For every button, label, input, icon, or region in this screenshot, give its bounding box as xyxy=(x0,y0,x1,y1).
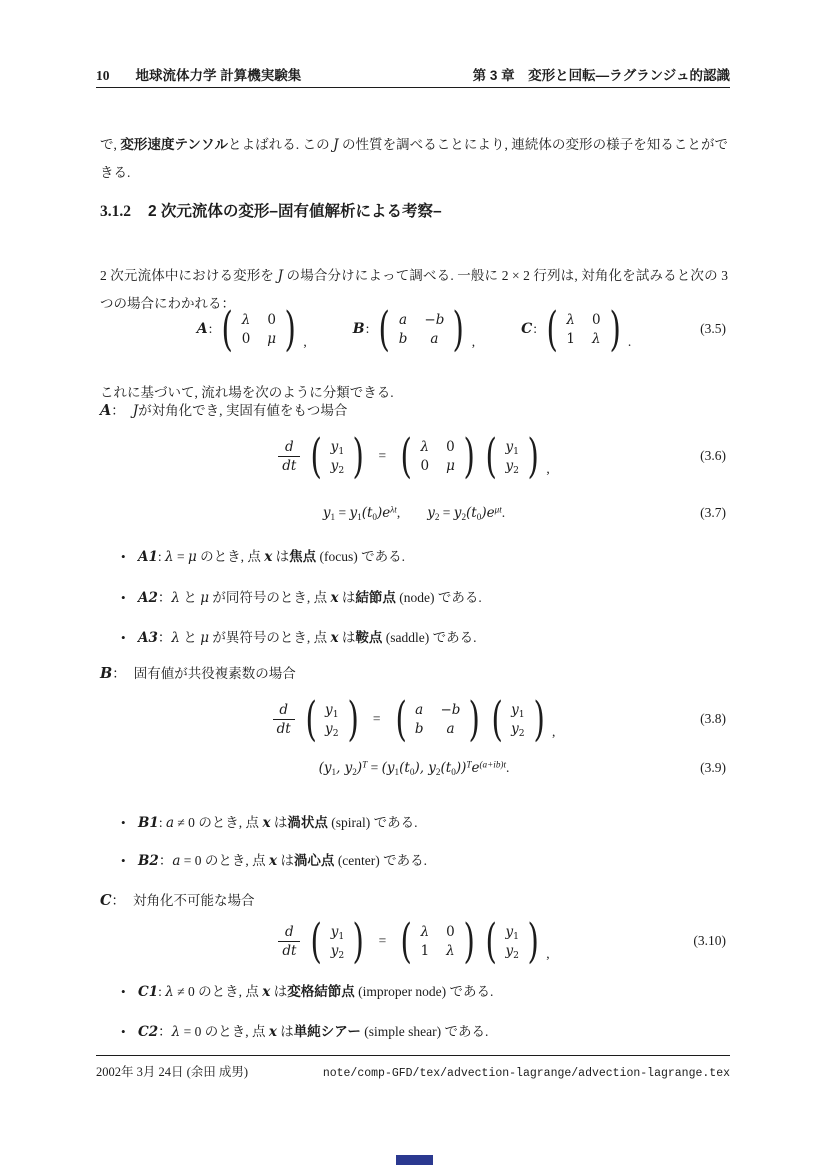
case-a-title: Jが対角化でき, 実固有値をもつ場合 xyxy=(132,403,348,419)
equation-body xyxy=(278,913,550,969)
equation-body xyxy=(273,691,556,747)
bullet-icon: • xyxy=(121,549,126,564)
matrix-cell: $y_2$ xyxy=(325,720,339,739)
lhs-vector xyxy=(307,428,367,484)
book-title: 地球流体力学 計算機実験集 xyxy=(135,68,302,83)
case-c-label: C xyxy=(100,892,112,909)
matrix-cell: λ xyxy=(446,942,455,959)
separator: , xyxy=(551,724,556,739)
fraction-numerator: d xyxy=(279,701,288,718)
bullet-icon: • xyxy=(121,590,126,605)
bullet-a3-text: A3：λ と μ が異符号のとき, 点 x は鞍点 (saddle) である. xyxy=(138,630,477,646)
matrix-cell: λ xyxy=(241,311,251,328)
colon: : xyxy=(533,321,538,336)
case-a-label: A xyxy=(100,402,112,419)
matrix-cell: 0 xyxy=(420,457,430,474)
matrix-cell: 0 xyxy=(446,438,455,455)
matrix-cell: λ xyxy=(420,923,430,940)
bottom-blue-mark xyxy=(396,1155,433,1165)
footer-date: 2002年 3月 24日 (余田 成男) xyxy=(96,1065,249,1079)
matrix-B xyxy=(375,301,467,357)
matrix-cell: a xyxy=(415,701,424,718)
bullet-icon: • xyxy=(121,630,126,645)
matrix-cell: 1 xyxy=(566,330,575,347)
separator: . xyxy=(627,334,632,349)
fraction-numerator: d xyxy=(284,438,294,455)
right-paren: ) xyxy=(468,691,481,747)
right-paren: ) xyxy=(527,428,539,484)
equals-sign: = xyxy=(372,711,381,726)
left-paren: ( xyxy=(485,428,498,484)
matrix-cell: $y_1$ xyxy=(325,701,339,720)
page-footer xyxy=(96,1062,730,1080)
matrix-cell: λ xyxy=(420,438,430,455)
case-b-label: B xyxy=(100,665,113,682)
matrix-cell: 0 xyxy=(591,311,601,328)
right-paren: ) xyxy=(284,301,296,357)
matrix-cell: a xyxy=(430,330,439,347)
fraction-numerator: d xyxy=(285,923,294,940)
right-paren: ) xyxy=(352,913,365,969)
matrix-cell: b xyxy=(414,720,424,737)
matrix-cell: 0 xyxy=(241,330,251,347)
section-title: 2 次元流体の変形–固有値解析による考察– xyxy=(148,203,442,220)
bullet-icon: • xyxy=(121,853,126,868)
matrix-cell: a xyxy=(399,311,408,328)
matrix-cell: $y_2$ xyxy=(330,942,345,961)
equation-3-5 xyxy=(100,301,728,357)
page-header xyxy=(96,64,730,84)
matrix-cell: −b xyxy=(440,701,461,718)
colon: : xyxy=(208,321,213,336)
equation-number: (3.7) xyxy=(700,505,726,520)
matrix-cell: λ xyxy=(566,311,575,328)
bullet-b2-text: B2：a = 0 のとき, 点 x は渦心点 (center) である. xyxy=(138,853,428,869)
colon: ： xyxy=(112,666,126,681)
left-paren: ( xyxy=(378,301,391,357)
matrix-term-C xyxy=(521,301,632,357)
right-paren: ) xyxy=(463,428,475,484)
matrix-label-A: A xyxy=(196,321,208,337)
right-paren: ) xyxy=(609,301,621,357)
right-paren: ) xyxy=(352,428,365,484)
equation-number: (3.6) xyxy=(700,448,726,463)
left-paren: ( xyxy=(546,301,558,357)
colon: : xyxy=(365,321,370,336)
matrix-cell: 0 xyxy=(267,311,276,328)
lhs-vector xyxy=(302,691,362,747)
bullet-b1-text: B1: a ≠ 0 のとき, 点 x は渦状点 (spiral) である. xyxy=(138,815,418,831)
colon: ： xyxy=(111,403,125,418)
bullet-icon: • xyxy=(121,815,126,830)
equation-3-7 xyxy=(100,501,728,525)
bullet-a3 xyxy=(121,627,721,649)
left-paren: ( xyxy=(310,428,323,484)
equation-3-10 xyxy=(100,913,728,969)
bullet-c1 xyxy=(121,981,721,1003)
case-a-heading xyxy=(100,400,347,422)
case-b-heading xyxy=(100,663,296,685)
coefficient-matrix xyxy=(397,428,478,484)
footer-rule xyxy=(96,1055,730,1056)
matrix-label-B: B xyxy=(352,321,365,337)
matrix-C xyxy=(543,301,624,357)
matrix-cell: a xyxy=(446,720,455,737)
equation-body xyxy=(196,301,632,357)
separator: , xyxy=(546,461,550,476)
bullet-a1-text: A1: λ = μ のとき, 点 x は焦点 (focus) である. xyxy=(138,549,406,565)
lhs-vector xyxy=(307,913,367,969)
matrix-term-A xyxy=(196,301,307,357)
intro-paragraph: で, 変形速度テンソルとよばれる. この J の性質を調べることにより, 連続体の変形の様子を知ることができる. xyxy=(100,136,728,180)
cases-paragraph: 2 次元流体中における変形を J の場合分けによって調べる. 一般に 2 × 2 行列は, 対角化を試みると次の 3 つの場合にわかれる： xyxy=(100,267,728,311)
ddt-fraction xyxy=(273,702,295,737)
right-paren: ) xyxy=(533,691,545,747)
right-paren: ) xyxy=(347,691,359,747)
equation-number: (3.5) xyxy=(700,321,726,336)
rhs-vector xyxy=(482,913,542,969)
matrix-cell: $y_2$ xyxy=(505,942,519,961)
matrix-cell: $y_2$ xyxy=(505,457,520,476)
equation-body: ($y_1$, $y_2)^T = (y_1(t_0)$, $y_2(t_0))^Te^{(a+ib)t}$. xyxy=(318,759,510,777)
rhs-vector xyxy=(482,428,542,484)
section-heading xyxy=(100,199,442,221)
fraction-denominator: dt xyxy=(278,941,300,959)
left-paren: ( xyxy=(305,691,317,747)
matrix-cell: $y_1$ xyxy=(330,923,345,942)
page-number: 10 xyxy=(96,68,110,83)
section-number: 3.1.2 xyxy=(100,203,131,220)
left-paren: ( xyxy=(394,691,407,747)
matrix-cell: μ xyxy=(267,330,277,347)
bullet-c2-text: C2：λ = 0 のとき, 点 x は単純シアー (simple shear) である. xyxy=(138,1024,489,1040)
left-paren: ( xyxy=(485,913,497,969)
ddt-fraction xyxy=(278,439,300,474)
equation-3-9 xyxy=(100,756,728,780)
case-c-heading xyxy=(100,890,255,912)
right-paren: ) xyxy=(452,301,465,357)
matrix-cell: $y_1$ xyxy=(505,923,519,942)
matrix-cell: $y_2$ xyxy=(511,720,525,739)
chapter-title: 第 3 章 変形と回転—ラグランジュ的認識 xyxy=(472,68,730,83)
matrix-cell: 1 xyxy=(420,942,430,959)
matrix-cell: $y_1$ xyxy=(511,701,525,720)
matrix-A xyxy=(218,301,299,357)
bullet-b1 xyxy=(121,812,721,834)
equals-sign: = xyxy=(378,448,387,463)
matrix-cell: μ xyxy=(446,457,455,474)
left-paren: ( xyxy=(400,913,413,969)
fraction-denominator: dt xyxy=(278,456,300,474)
equals-sign: = xyxy=(378,933,387,948)
left-paren: ( xyxy=(221,301,234,357)
ddt-fraction xyxy=(278,924,300,959)
equation-number: (3.10) xyxy=(693,933,726,948)
footer-file-path: note/comp-GFD/tex/advection-lagrange/advection-lagrange.tex xyxy=(322,1067,730,1080)
matrix-cell: λ xyxy=(591,330,601,347)
matrix-cell: 0 xyxy=(446,923,455,940)
bullet-a1 xyxy=(121,546,721,568)
rhs-vector xyxy=(488,691,548,747)
matrix-cell: −b xyxy=(424,311,445,328)
bullet-c1-text: C1: λ ≠ 0 のとき, 点 x は変格結節点 (improper node) である. xyxy=(138,984,494,1000)
matrix-cell: $y_1$ xyxy=(505,438,520,457)
left-paren: ( xyxy=(491,691,503,747)
right-paren: ) xyxy=(463,913,475,969)
right-paren: ) xyxy=(527,913,539,969)
equation-body xyxy=(278,428,550,484)
header-rule xyxy=(96,87,730,88)
fraction-denominator: dt xyxy=(273,719,295,737)
left-paren: ( xyxy=(400,428,412,484)
matrix-cell: b xyxy=(398,330,408,347)
equation-number: (3.8) xyxy=(700,711,726,726)
equation-number: (3.9) xyxy=(700,760,726,775)
left-paren: ( xyxy=(310,913,323,969)
case-b-title: 固有値が共役複素数の場合 xyxy=(133,666,296,681)
bullet-icon: • xyxy=(121,984,126,999)
bullet-icon: • xyxy=(121,1024,126,1039)
equation-body: $y_1 = y_1(t_0)e^{\lambda t}$, $y_2 = y_2(t_0)e^{\mu t}$. xyxy=(322,504,506,522)
coefficient-matrix xyxy=(392,691,484,747)
separator: , xyxy=(303,334,307,349)
matrix-label-C: C xyxy=(521,321,533,337)
matrix-cell: $y_2$ xyxy=(330,457,345,476)
matrix-cell: $y_1$ xyxy=(330,438,345,457)
coefficient-matrix xyxy=(397,913,478,969)
colon: ： xyxy=(111,893,126,908)
separator: , xyxy=(471,334,476,349)
equation-3-6 xyxy=(100,428,728,484)
separator: , xyxy=(546,946,550,961)
bullet-c2 xyxy=(121,1021,721,1043)
basis-paragraph: これに基づいて, 流れ場を次のように分類できる. xyxy=(100,384,394,400)
bullet-a2-text: A2：λ と μ が同符号のとき, 点 x は結節点 (node) である. xyxy=(138,590,482,606)
bullet-b2 xyxy=(121,850,721,872)
matrix-term-B xyxy=(352,301,476,357)
case-c-title: 対角化不可能な場合 xyxy=(133,893,255,908)
bullet-a2 xyxy=(121,587,721,609)
equation-3-8 xyxy=(100,691,728,747)
